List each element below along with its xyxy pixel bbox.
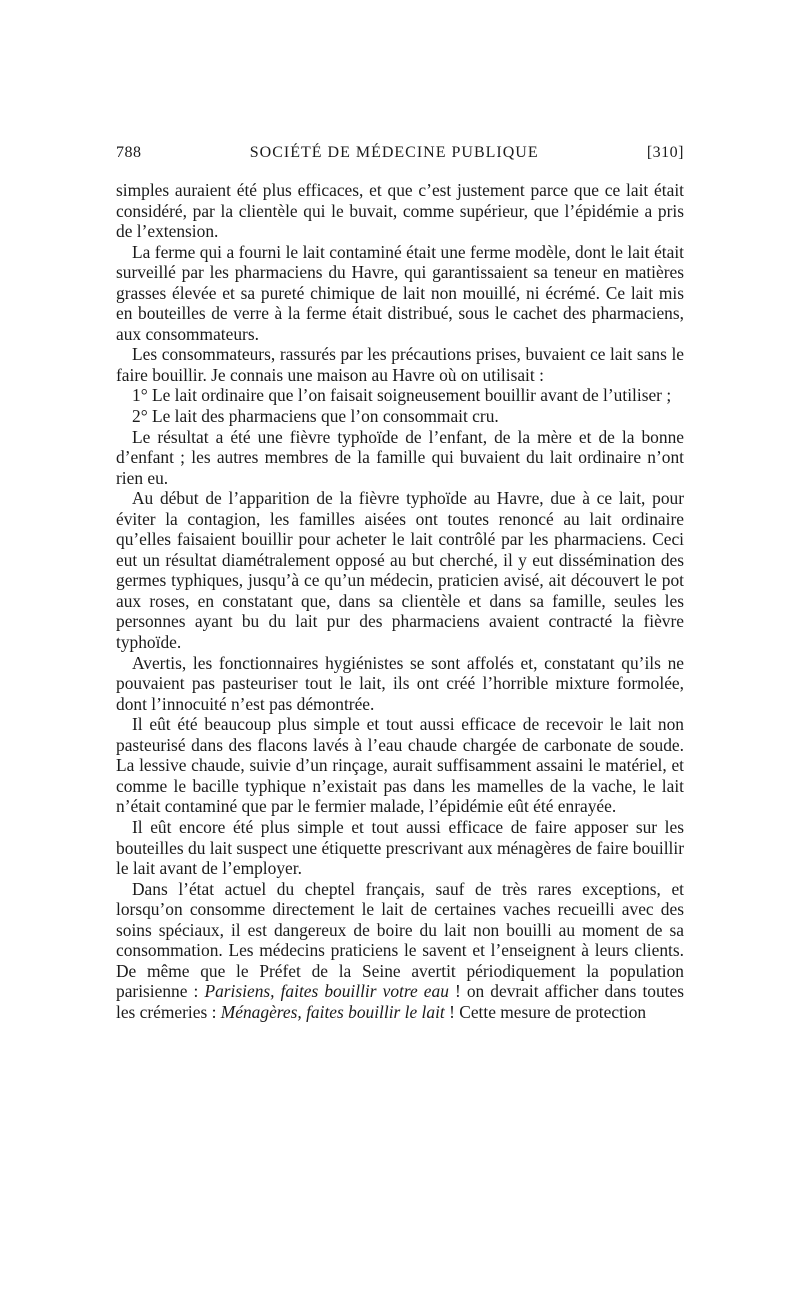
paragraph: La ferme qui a fourni le lait contaminé était une ferme modèle, dont le lait était surveillé par les pharmaciens du Havre, qui garantissaient sa teneur en matières grasses élevée et sa pureté chimique de lait non mouillé, ni écrémé. Ce lait mis en bouteilles de verre à la ferme était distribué, sous le cachet des pharmaciens, aux consommateurs. [116,241,684,344]
paragraph: Les consommateurs, rassurés par les précautions prises, buvaient ce lait sans le faire bouillir. Je connais une maison au Havre où on utilisait : [116,344,684,385]
book-page [116,144,684,1022]
paragraph: Au début de l’apparition de la fièvre typhoïde au Havre, due à ce lait, pour éviter la contagion, les familles aisées ont toutes renoncé au lait ordinaire qu’elles faisaient bouillir pour acheter le lait contrôlé par les pharmaciens. Ceci eut un résultat diamétralement opposé au but cherché, il y eut dissémination des germes typhiques, jusqu’à ce qu’un médecin, praticien avisé, ait découvert le pot aux roses, en constatant que, dans sa clientèle et dans sa famille, seules les personnes ayant bu du lait pur des pharmaciens avaient contracté la fièvre typhoïde. [116,488,684,653]
text-span: Dans l’état actuel du cheptel français, sauf de très rares exceptions, et lorsqu’on consomme directement le lait de certaines vaches recueilli avec des soins spéciaux, il est dangereux de boire du lait non bouilli au moment de sa consommation. Les médecins praticiens le savent et l’enseignent à leurs clients. De même que le Préfet de la Seine avertit périodiquement la population parisienne : [116,878,684,1002]
running-header [116,144,684,166]
body-text [116,180,684,1022]
list-item: 1° Le lait ordinaire que l’on faisait soigneusement bouillir avant de l’utiliser ; [132,385,672,406]
paragraph-last [116,879,684,1023]
list-item: 2° Le lait des pharmaciens que l’on consommait cru. [132,406,499,427]
text-span: ! on devrait afficher dans toutes les crémeries : [116,981,684,1022]
paragraph: Il eût été beaucoup plus simple et tout aussi efficace de recevoir le lait non pasteurisé dans des flacons lavés à l’eau chaude chargée de carbonate de soude. La lessive chaude, suivie d’un rinçage, aurait suffisamment assaini le matériel, et comme le bacille typhique n’existait pas dans les mamelles de la vache, le lait n’était contaminé que par le fermier malade, l’épidémie eût été enrayée. [116,714,684,817]
paragraph: Avertis, les fonctionnaires hygiénistes se sont affolés et, constatant qu’ils ne pouvaient pas pasteuriser tout le lait, ils ont créé l’horrible mixture formolée, dont l’innocuité n’est pas démontrée. [116,652,684,714]
text-span: ! Cette mesure de protection [444,1001,647,1022]
paragraph: Le résultat a été une fièvre typhoïde de l’enfant, de la mère et de la bonne d’enfant ; les autres membres de la famille qui buvaient du lait ordinaire n’ont rien eu. [116,426,684,488]
paragraph-continuation: simples auraient été plus efficaces, et que c’est justement parce que ce lait était considéré, par la clientèle qui le buvait, comme supérieur, que l’épidémie a pris de l’extension. [116,180,684,242]
italic-quote: Parisiens, faites bouillir votre eau [204,981,449,1002]
page-number: 788 [116,144,142,161]
paragraph: Il eût encore été plus simple et tout aussi efficace de faire apposer sur les bouteilles du lait suspect une étiquette prescrivant aux ménagères de faire bouillir le lait avant de l’employer. [116,816,684,879]
running-title: SOCIÉTÉ DE MÉDECINE PUBLIQUE [249,144,539,161]
italic-quote: Ménagères, faites bouillir le lait [220,1001,445,1022]
section-reference: [310] [646,144,684,161]
